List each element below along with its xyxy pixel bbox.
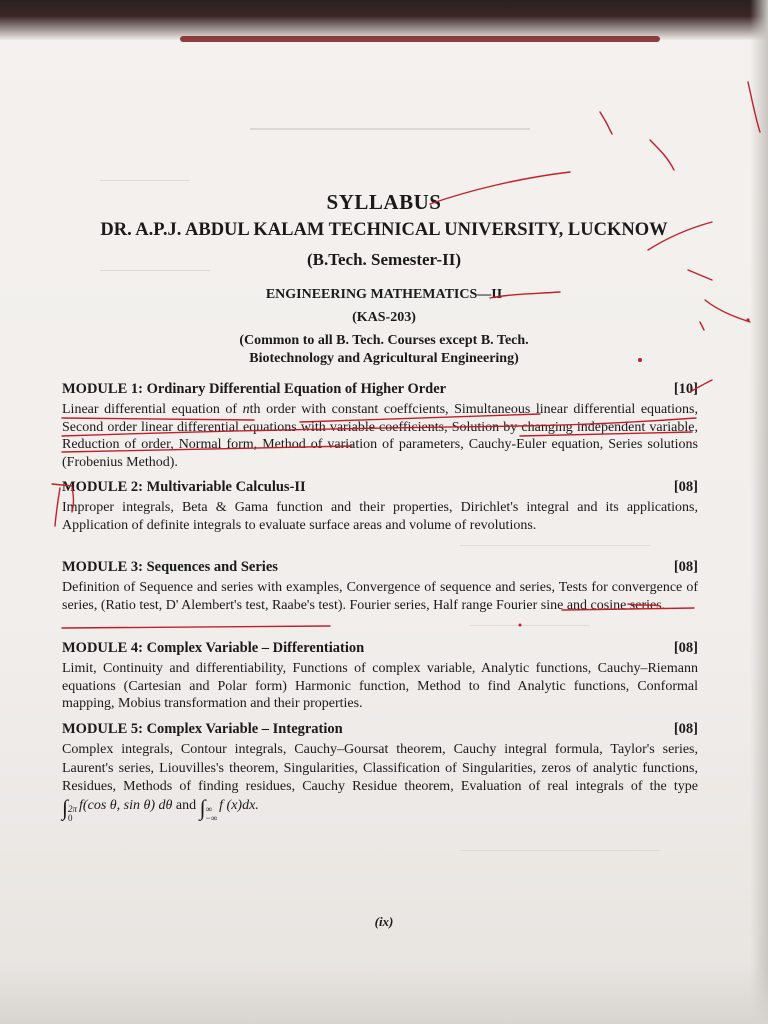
- integral-lower-limit: 0: [68, 812, 73, 823]
- integral-integrand: f(cos θ, sin θ) dθ: [79, 797, 173, 813]
- annotation-stroke: [650, 140, 674, 170]
- module-description-variable: n: [242, 402, 250, 417]
- page-number: (ix): [374, 914, 394, 929]
- semester-label: (B.Tech. Semester-II): [306, 250, 462, 269]
- subject-code: (KAS-203): [352, 310, 416, 325]
- annotation-stroke: [690, 380, 712, 392]
- annotation-dot: [746, 318, 749, 321]
- module-title: MODULE 2: Multivariable Calculus-II: [62, 479, 306, 495]
- annotation-stroke: [52, 484, 72, 486]
- annotation-stroke: [748, 82, 760, 132]
- page-title: SYLLABUS: [326, 190, 442, 214]
- annotation-stroke: [600, 112, 612, 134]
- module-description: Improper integrals, Beta & Gama function and their properties, Dirichlet's integral and its applications, Application of definite integrals to evaluate surface areas and volume of revolutions.: [62, 500, 698, 533]
- annotation-stroke: [72, 488, 74, 512]
- annotation-dot: [638, 358, 642, 362]
- integral-sign-icon: ∫: [199, 794, 206, 820]
- integral-upper-limit: 2π: [68, 803, 78, 814]
- integral-upper-limit: ∞: [205, 803, 213, 814]
- applicability-note-line-1: (Common to all B. Tech. Courses except B. Tech.: [239, 333, 529, 348]
- applicability-note-line-2: Biotechnology and Agricultural Engineering): [249, 351, 519, 366]
- annotation-stroke: [62, 418, 254, 420]
- module-title: MODULE 5: Complex Variable – Integration: [62, 721, 343, 737]
- module-title: MODULE 1: Ordinary Differential Equation of Higher Order: [62, 381, 447, 397]
- university-name: DR. A.P.J. ABDUL KALAM TECHNICAL UNIVERSITY, LUCKNOW: [100, 220, 668, 240]
- module-hours: [08]: [673, 479, 698, 495]
- module-title: MODULE 4: Complex Variable – Differentiation: [62, 640, 365, 656]
- module-description-part: th order with constant coeffcients, Simultaneous linear differential equations, Second order linear differential equations with variable coefficients, Solution by changing independent variable, Reduction of order, Normal form, Method of variation of parameters, Cauchy-Euler equation, Series solutions (Frobenius Method).: [62, 402, 698, 470]
- integral-lower-limit: −∞: [205, 812, 218, 823]
- annotation-stroke: [430, 172, 570, 204]
- annotation-stroke: [490, 292, 560, 298]
- module-title: MODULE 3: Sequences and Series: [62, 559, 278, 575]
- formula-joiner: and: [172, 797, 200, 813]
- module-description: Limit, Continuity and differentiability, Functions of complex variable, Analytic functions, Cauchy–Riemann equations (Cartesian and Polar form) Harmonic function, Method to find Analytic functions, Conformal mapping, Mobius transformation and their properties.: [62, 661, 698, 711]
- annotation-stroke: [55, 488, 60, 526]
- module-hours: [08]: [673, 721, 698, 737]
- module-hours: [10]: [673, 381, 698, 397]
- integral-sign-icon: ∫: [62, 794, 69, 820]
- module-hours: [08]: [673, 640, 698, 656]
- annotation-stroke: [62, 626, 330, 628]
- annotation-stroke: [62, 418, 696, 436]
- annotation-stroke: [300, 414, 540, 422]
- subject-name: ENGINEERING MATHEMATICS—II: [265, 287, 503, 302]
- annotation-stroke: [648, 222, 712, 250]
- annotation-stroke: [700, 322, 704, 330]
- annotation-dot: [519, 624, 522, 627]
- integral-integrand: f (x)dx.: [219, 797, 259, 813]
- annotation-stroke: [562, 608, 694, 610]
- annotation-stroke: [688, 270, 712, 280]
- module-description: Definition of Sequence and series with examples, Convergence of sequence and series, Tests for convergence of series, (Ratio test, D' Alembert's test, Raabe's test). Fourier series, Half range Fourier sine and cosine series.: [62, 580, 698, 613]
- annotation-stroke: [628, 604, 660, 606]
- annotation-stroke: [62, 446, 352, 452]
- annotation-stroke: [705, 300, 750, 322]
- module-hours: [08]: [673, 559, 698, 575]
- annotation-stroke: [520, 432, 692, 436]
- module-description-part: Complex integrals, Contour integrals, Cauchy–Goursat theorem, Cauchy integral formula, Taylor's series, Laurent's series, Liouvilles's theorem, Singularities, Classification of Singularities, zeros of analytic functions, Residues, Methods of finding residues, Cauchy Residue theorem, Evaluation of real integrals of the type: [62, 742, 698, 794]
- module-description-part: Linear differential equation of: [62, 402, 243, 417]
